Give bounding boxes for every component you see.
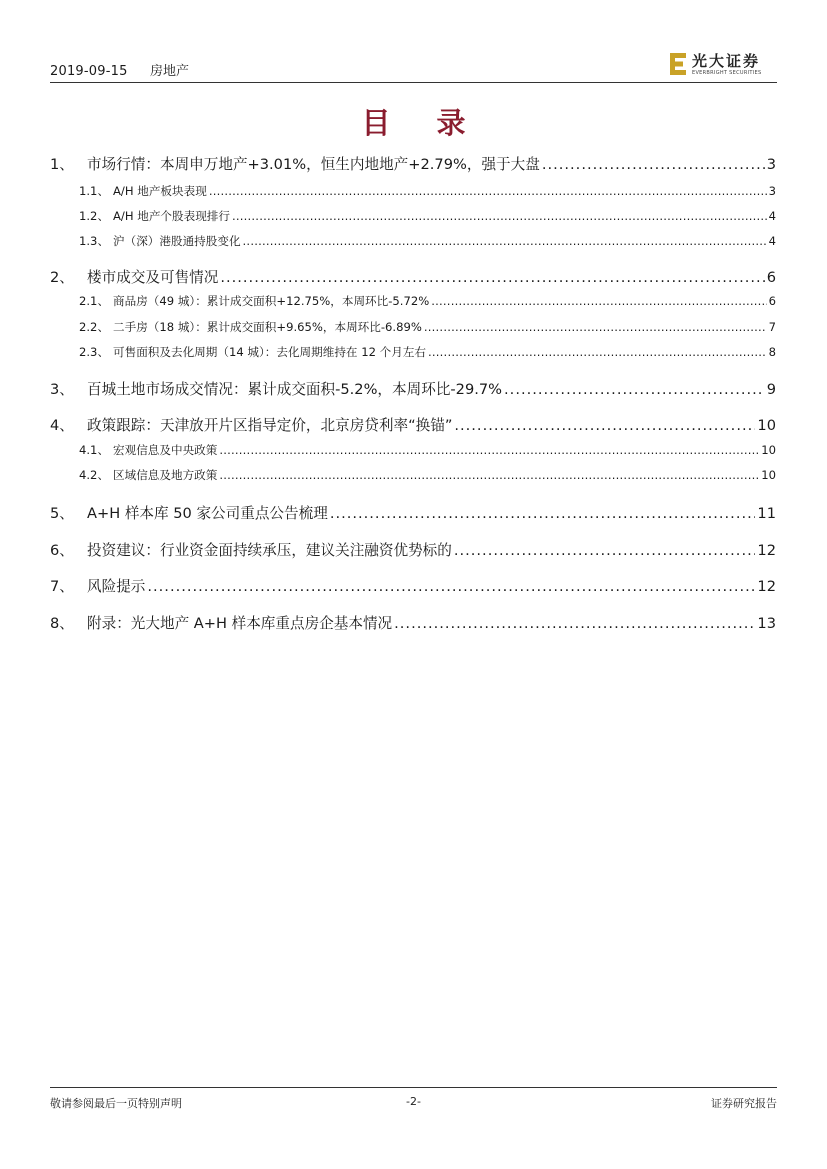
- toc-leader-dots: [219, 443, 759, 457]
- toc-leader-dots: [454, 542, 756, 559]
- toc-entry-number: 2.3、: [79, 345, 110, 359]
- toc-entry[interactable]: [79, 344, 776, 360]
- toc-leader-dots: [542, 156, 765, 173]
- toc-leader-dots: [209, 184, 767, 198]
- toc-entry-number: 4.2、: [79, 468, 110, 482]
- toc-entry-title: 商品房（49 城）：累计成交面积+12.75%，本周环比-5.72%: [113, 294, 430, 308]
- logo-text-cn: 光大证券: [692, 52, 761, 70]
- toc-entry-page: 3: [766, 156, 776, 173]
- toc-entry-title: A+H 样本库 50 家公司重点公告梳理: [87, 505, 328, 522]
- toc-entry[interactable]: [50, 612, 776, 633]
- toc-entry-title: 可售面积及去化周期（14 城）：去化周期维持在 12 个月左右: [113, 345, 427, 359]
- toc-leader-dots: [431, 294, 766, 308]
- toc-entry-title: 风险提示: [87, 578, 146, 595]
- toc-entry-number: 3、: [50, 381, 74, 398]
- toc-leader-dots: [504, 381, 765, 398]
- toc-entry-number: 7、: [50, 578, 74, 595]
- toc-entry-title: A/H 地产个股表现排行: [113, 209, 230, 223]
- toc-leader-dots: [394, 615, 755, 632]
- toc-leader-dots: [232, 209, 767, 223]
- toc-entry-number: 2.1、: [79, 294, 110, 308]
- footer-disclaimer: 敬请参阅最后一页特别声明: [50, 1097, 182, 1110]
- toc-entry-page: 10: [761, 468, 776, 482]
- page-number: -2-: [406, 1095, 421, 1108]
- toc-leader-dots: [219, 468, 759, 482]
- toc-entry[interactable]: [50, 575, 776, 596]
- toc-entry-number: 6、: [50, 542, 74, 559]
- toc-entry-number: 1.1、: [79, 184, 110, 198]
- toc-entry-page: 9: [766, 381, 776, 398]
- toc-entry-number: 8、: [50, 615, 74, 632]
- toc-entry-title: 区域信息及地方政策: [113, 468, 218, 482]
- toc-entry-page: 6: [768, 294, 776, 308]
- report-date: 2019-09-15: [50, 64, 128, 79]
- toc-entry[interactable]: [79, 319, 776, 335]
- toc-leader-dots: [330, 505, 756, 522]
- toc-leader-dots: [243, 234, 767, 248]
- toc-entry[interactable]: [79, 442, 776, 458]
- toc-entry-page: 8: [768, 345, 776, 359]
- toc-leader-dots: [424, 320, 767, 334]
- toc-entry-number: 4、: [50, 417, 74, 434]
- toc-entry-title: 沪（深）港股通持股变化: [113, 234, 241, 248]
- toc-entry-number: 2.2、: [79, 320, 110, 334]
- toc-entry-title: 楼市成交及可售情况: [87, 269, 219, 286]
- toc-leader-dots: [454, 417, 755, 434]
- toc-leader-dots: [220, 269, 764, 286]
- footer-divider: [50, 1087, 777, 1088]
- toc-entry[interactable]: [50, 502, 776, 523]
- toc-entry-title: 政策跟踪：天津放开片区指导定价，北京房贷利率“换锚”: [87, 417, 453, 434]
- report-sector: 房地产: [150, 64, 190, 79]
- toc-entry-title: 宏观信息及中央政策: [113, 443, 218, 457]
- toc-entry[interactable]: [50, 378, 776, 399]
- toc-entry-number: 1、: [50, 156, 74, 173]
- toc-entry-page: 11: [757, 505, 776, 522]
- toc-entry-page: 13: [757, 615, 776, 632]
- toc-entry-title: A/H 地产板块表现: [113, 184, 207, 198]
- toc-entry-page: 12: [757, 578, 776, 595]
- toc-entry[interactable]: [50, 153, 776, 174]
- table-of-contents: [50, 0, 777, 700]
- toc-entry-number: 5、: [50, 505, 74, 522]
- toc-entry[interactable]: [50, 414, 776, 435]
- toc-entry[interactable]: [79, 293, 776, 309]
- toc-entry-number: 1.3、: [79, 234, 110, 248]
- toc-title: 目 录: [361, 106, 484, 140]
- toc-entry-number: 1.2、: [79, 209, 110, 223]
- toc-entry-page: 10: [761, 443, 776, 457]
- footer-report-type: 证券研究报告: [711, 1097, 777, 1110]
- toc-entry-page: 10: [757, 417, 776, 434]
- toc-entry[interactable]: [79, 467, 776, 483]
- toc-entry[interactable]: [50, 266, 776, 287]
- toc-entry-page: 7: [768, 320, 776, 334]
- toc-entry-title: 市场行情：本周申万地产+3.01%，恒生内地地产+2.79%，强于大盘: [87, 156, 540, 173]
- toc-entry-page: 4: [768, 209, 776, 223]
- toc-entry[interactable]: [79, 233, 776, 249]
- toc-entry-page: 4: [768, 234, 776, 248]
- toc-entry-title: 附录：光大地产 A+H 样本库重点房企基本情况: [87, 615, 393, 632]
- toc-entry-number: 4.1、: [79, 443, 110, 457]
- toc-entry[interactable]: [79, 183, 776, 199]
- toc-entry-title: 投资建议：行业资金面持续承压，建议关注融资优势标的: [87, 542, 452, 559]
- toc-entry-page: 12: [757, 542, 776, 559]
- toc-entry-page: 6: [766, 269, 776, 286]
- toc-leader-dots: [428, 345, 767, 359]
- toc-leader-dots: [147, 578, 755, 595]
- toc-entry[interactable]: [79, 208, 776, 224]
- logo-text-en: EVERBRIGHT SECURITIES: [692, 70, 762, 76]
- toc-entry[interactable]: [50, 539, 776, 560]
- toc-entry-number: 2、: [50, 269, 74, 286]
- toc-entry-title: 百城土地市场成交情况：累计成交面积-5.2%，本周环比-29.7%: [87, 381, 503, 398]
- toc-entry-title: 二手房（18 城）：累计成交面积+9.65%，本周环比-6.89%: [113, 320, 422, 334]
- toc-entry-page: 3: [768, 184, 776, 198]
